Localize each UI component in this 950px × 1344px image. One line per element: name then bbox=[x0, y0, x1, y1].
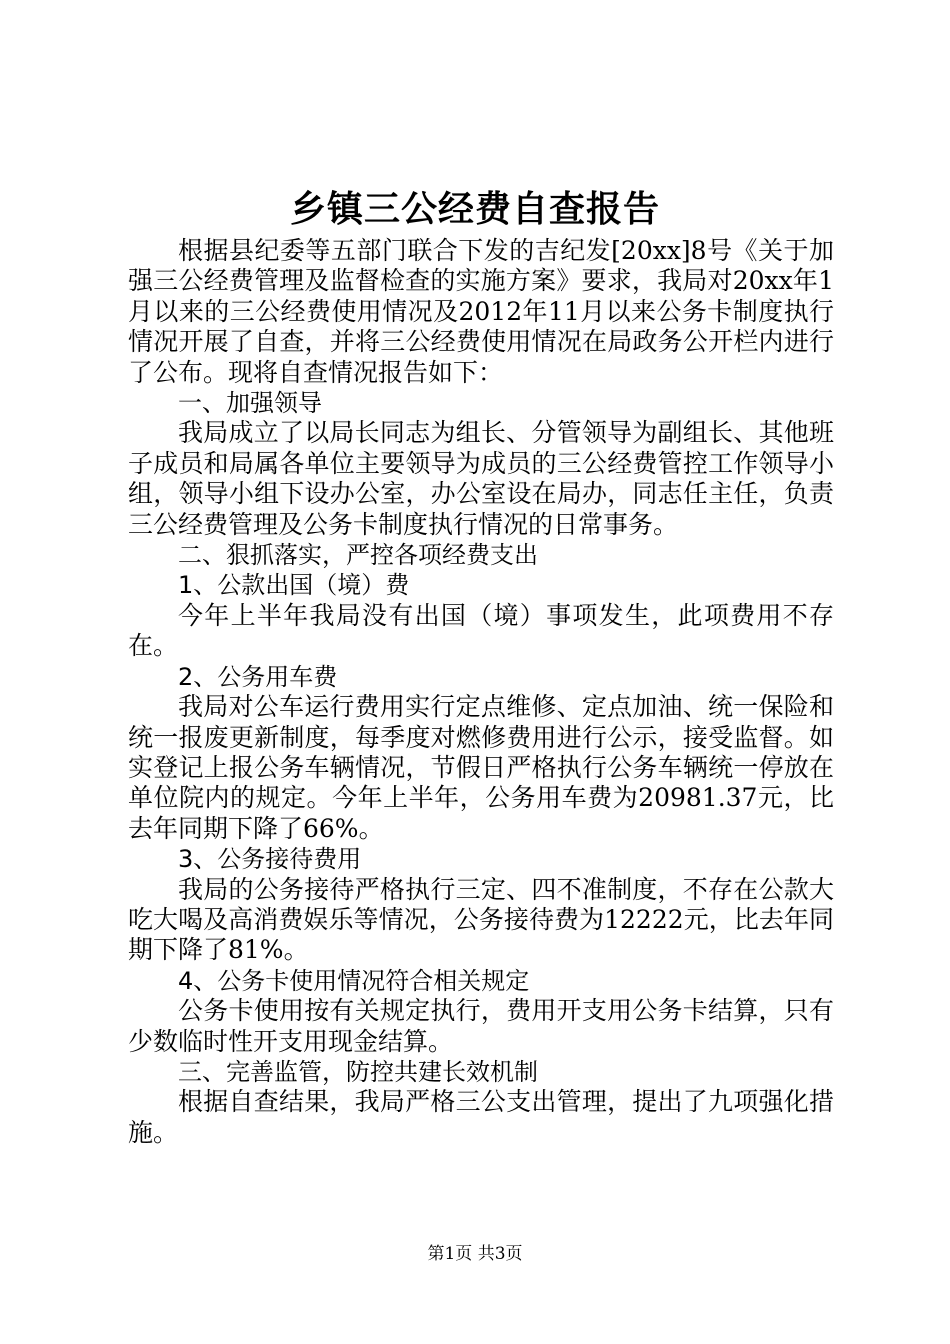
item-4-heading: 4、公务卡使用情况符合相关规定 bbox=[178, 966, 530, 995]
item-3-paragraph: 我局的公务接待严格执行三定、四不准制度，不存在公款大吃大喝及高消费娱乐等情况，公务接待费为12222元，比去年同期下降了81%。 bbox=[128, 874, 834, 965]
intro-paragraph: 根据县纪委等五部门联合下发的吉纪发[20xx]8号《关于加强三公经费管理及监督检查的实施方案》要求，我局对20xx年1月以来的三公经费使用情况及2012年11月以来公务卡制度执行情况开展了自查，并将三公经费使用情况在局政务公开栏内进行了公布。现将自查情况报告如下： bbox=[128, 236, 834, 387]
item-1-paragraph: 今年上半年我局没有出国（境）事项发生，此项费用不存在。 bbox=[128, 600, 834, 661]
page-number-footer: 第1页 共3页 bbox=[427, 1244, 523, 1264]
section-1-heading: 一、加强领导 bbox=[178, 389, 322, 418]
section-3-heading: 三、完善监管，防控共建长效机制 bbox=[178, 1057, 538, 1086]
section-1-paragraph: 我局成立了以局长同志为组长、分管领导为副组长、其他班子成员和局属各单位主要领导为成员的三公经费管控工作领导小组，领导小组下设办公室，办公室设在局办，同志任主任，负责三公经费管理及公务卡制度执行情况的日常事务。 bbox=[128, 418, 834, 539]
document-body bbox=[128, 236, 834, 1148]
item-4-paragraph: 公务卡使用按有关规定执行，费用开支用公务卡结算，只有少数临时性开支用现金结算。 bbox=[128, 996, 834, 1056]
section-3-paragraph: 根据自查结果，我局严格三公支出管理，提出了九项强化措施。 bbox=[128, 1087, 834, 1147]
section-2-heading: 二、狠抓落实，严控各项经费支出 bbox=[178, 541, 538, 570]
item-1-heading: 1、公款出国（境）费 bbox=[178, 571, 410, 600]
item-2-paragraph: 我局对公车运行费用实行定点维修、定点加油、统一保险和统一报废更新制度，每季度对燃修费用进行公示，接受监督。如实登记上报公务车辆情况，节假日严格执行公务车辆统一停放在单位院内的规定。今年上半年，公务用车费为20981.37元，比去年同期下降了66%。 bbox=[128, 692, 834, 843]
item-3-heading: 3、公务接待费用 bbox=[178, 845, 362, 874]
item-2-heading: 2、公务用车费 bbox=[178, 662, 338, 691]
document-title: 乡镇三公经费自查报告 bbox=[289, 189, 660, 230]
